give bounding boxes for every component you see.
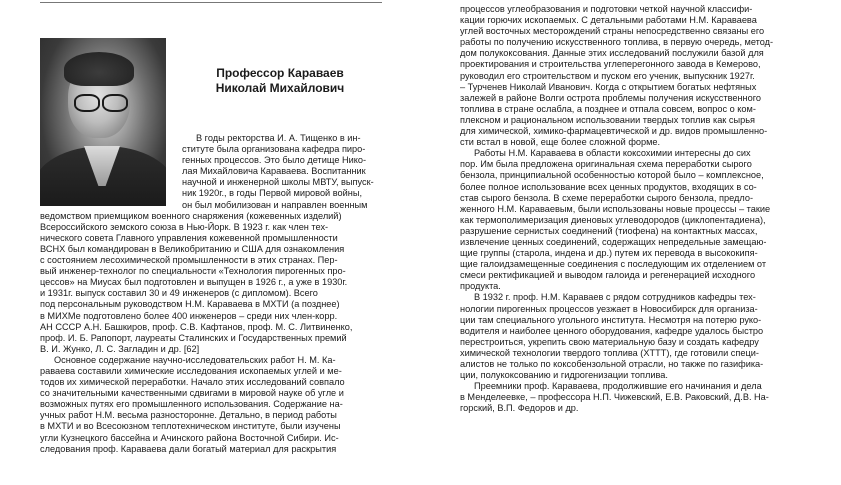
text-line: для химической, химико-фармацевтической и др. видов промышленно-: [460, 126, 768, 137]
text-line: бензола, принципиальной особенностью которой было – комплексное,: [460, 170, 764, 181]
text-line: угли Кузнецкого бассейна и Ачинского района Восточной Сибири. Ис-: [40, 432, 339, 443]
text-line: нологии пирогенных процессов уезжает в Новосибирск для организа-: [460, 303, 758, 314]
text-line: тодов их химической переработки. Начало этих исследований совпало: [40, 377, 345, 388]
text-line: следования проф. Караваева дали богатый материал для раскрытия: [40, 443, 337, 454]
text-line: он был мобилизован и направлен военным: [182, 199, 368, 210]
text-line: плексном и рациональном использовании твердых топлив как сырья: [460, 114, 755, 125]
text-line: В годы ректорства И. А. Тищенко в ин-: [196, 133, 361, 143]
left-column-full-text: [40, 211, 382, 455]
text-line: разрушение сернистых соединений (тиофена) на контактных массах,: [460, 225, 758, 236]
text-line: руководил его строительством и пуском его ученик, выпускник 1927г.: [460, 70, 755, 81]
text-line: цессов» на Миусах был подготовлен и выпущен в 1926 г., а уже в 1930г.: [40, 277, 348, 288]
text-line: щие галоидзамещенные соединения с последующим их отделением от: [460, 259, 767, 270]
text-line: нического совета Главного управления кожевенной промышленности: [40, 232, 338, 243]
text-line: кации горючих ископаемых. С детальными работами Н.М. Караваева: [460, 15, 757, 26]
text-line: лая Михайловича Караваева. Воспитанник: [182, 166, 366, 177]
text-line: – Турченев Николай Иванович. Когда с открытием богатых нефтяных: [460, 81, 757, 92]
text-line: смеси ректификацией и выводом галоида и регенерацией исходного: [460, 270, 756, 281]
text-line: В 1932 г. проф. Н.М. Караваев с рядом сотрудников кафедры тех-: [474, 292, 756, 303]
text-line: ник 1920г., в годы Первой мировой войны,: [182, 188, 362, 199]
text-line: ституте была организована кафедра пиро-: [182, 144, 366, 155]
text-line: дом полукоксования. Данные этих исследований послужили базой для: [460, 48, 764, 59]
text-line: пор. Им была предложена оригинальная схема переработки сырого: [460, 159, 752, 170]
text-line: вый инженер-технолог по специальности «Технология пирогенных про-: [40, 266, 346, 277]
text-line: работы по получению искусственного топлива, в первую очередь, метод-: [460, 37, 774, 48]
text-line: став сырого бензола. В схеме переработки сырого бензола, предло-: [460, 192, 754, 203]
caption-name: Николай Михайлович: [215, 81, 345, 95]
photo-caption: [188, 66, 372, 96]
text-line: залежей в районе Волги острота проблемы получения искусственного: [460, 92, 761, 103]
text-line: проф. И. Б. Рапопорт, лауреаты Сталинских и Государственных премий: [40, 332, 347, 343]
text-line: водителя и наиболее ценного оборудования, кафедре удалось быстро: [460, 325, 764, 336]
text-line: химической технологии твердого топлива (ХТТТ), где готовили специ-: [460, 347, 759, 358]
text-line: как термополимеризация диеновых углеводородов (циклопентадиена),: [460, 214, 766, 225]
text-line: учных работ Н.М. весьма разносторонне. Детально, в период работы: [40, 410, 337, 421]
text-line: со значительными качественными сдвигами в мировой науке об угле и: [40, 388, 344, 399]
caption-title: Профессор Караваев: [216, 66, 344, 80]
glasses-icon: [74, 94, 100, 112]
top-rule: [40, 2, 382, 3]
left-column-narrow-text: [182, 133, 382, 211]
text-line: Всероссийского земского союза в Нью-Йорк. В 1923 г. как член тех-: [40, 221, 329, 232]
text-line: топлива в стране ослабла, а позднее и отпала совсем, вопрос о ком-: [460, 103, 756, 114]
text-line: Работы Н.М. Караваева в области коксохимии интересны до сих: [474, 148, 751, 159]
text-line: сти встал в новой, еще более сложной форме.: [460, 137, 661, 148]
text-line: и 1931г. выпуск составил 30 и 49 инженеров (с дипломом). Всего: [40, 288, 318, 299]
text-line: ВСНХ был командирован в Великобританию и США для ознакомления: [40, 243, 345, 254]
text-line: женного Н.М. Караваевым, были использованы новые процессы – такие: [460, 203, 771, 214]
left-column: [40, 133, 382, 455]
glasses-icon: [102, 94, 128, 112]
text-line: в МИХМе подготовлено более 400 инженеров – среди них член-корр.: [40, 310, 338, 321]
right-column: [460, 4, 840, 414]
text-line: горский, В.П. Федоров и др.: [460, 403, 579, 414]
text-line: с состоянием лесохимической промышленности в этих странах. Пер-: [40, 255, 338, 266]
text-line: углей восточных месторождений страны непосредственно связаны его: [460, 26, 765, 37]
text-line: в МХТИ и во Всесоюзном теплотехническом институте, были изучены: [40, 421, 341, 432]
text-line: генных процессов. Это было детище Нико-: [182, 155, 367, 166]
text-line: АН СССР А.Н. Башкиров, проф. С.В. Кафтанов, проф. М. С. Литвиненко,: [40, 321, 353, 332]
text-line: извлечение ценных соединений, содержащих непредельные замещаю-: [460, 236, 767, 247]
text-line: раваева составили химические исследования ископаемых углей и ме-: [40, 365, 342, 376]
text-line: Преемники проф. Караваева, продолжившие его начинания и дела: [474, 381, 762, 392]
text-line: более полное использование всех ценных продуктов, входящих в со-: [460, 181, 757, 192]
text-line: продукта.: [460, 281, 501, 292]
text-line: процессов углеобразования и подготовки четкой научной классифи-: [460, 4, 753, 14]
text-line: Основное содержание научно-исследовательских работ Н. М. Ка-: [54, 354, 336, 365]
text-line: проектирования и строительства углеперегонного завода в Кемерово,: [460, 59, 761, 70]
text-line: ции там специального угольного института. Несмотря на потерю руко-: [460, 314, 762, 325]
text-line: в Менделеевке, – профессора Н.П. Чижевский, Е.В. Раковский, Д.В. На-: [460, 392, 769, 403]
text-line: под персональным руководством Н.М. Караваева в МХТИ (а позднее): [40, 299, 340, 310]
text-line: научной и инженерной школы МВТУ, выпуск-: [182, 177, 374, 188]
text-line: щие группы (старола, индена и др.) путем их перевода в высококипя-: [460, 248, 758, 259]
text-line: возможных путях его промышленного использования. Содержание на-: [40, 399, 343, 410]
text-line: алистов не только по коксобензольной отрасли, но также по газифика-: [460, 359, 764, 369]
text-line: В. И. Жунко, Л. С. Загладин и др. [62]: [40, 343, 200, 354]
text-line: ции, полукоксованию и гидрогенизации топлива.: [460, 370, 668, 381]
text-line: перестроиться, укрепить свою материальную базу и создать кафедру: [460, 336, 759, 347]
portrait-hair: [64, 52, 134, 86]
text-line: ведомством приемщиком военного снаряжения (кожевенных изделий): [40, 210, 342, 221]
